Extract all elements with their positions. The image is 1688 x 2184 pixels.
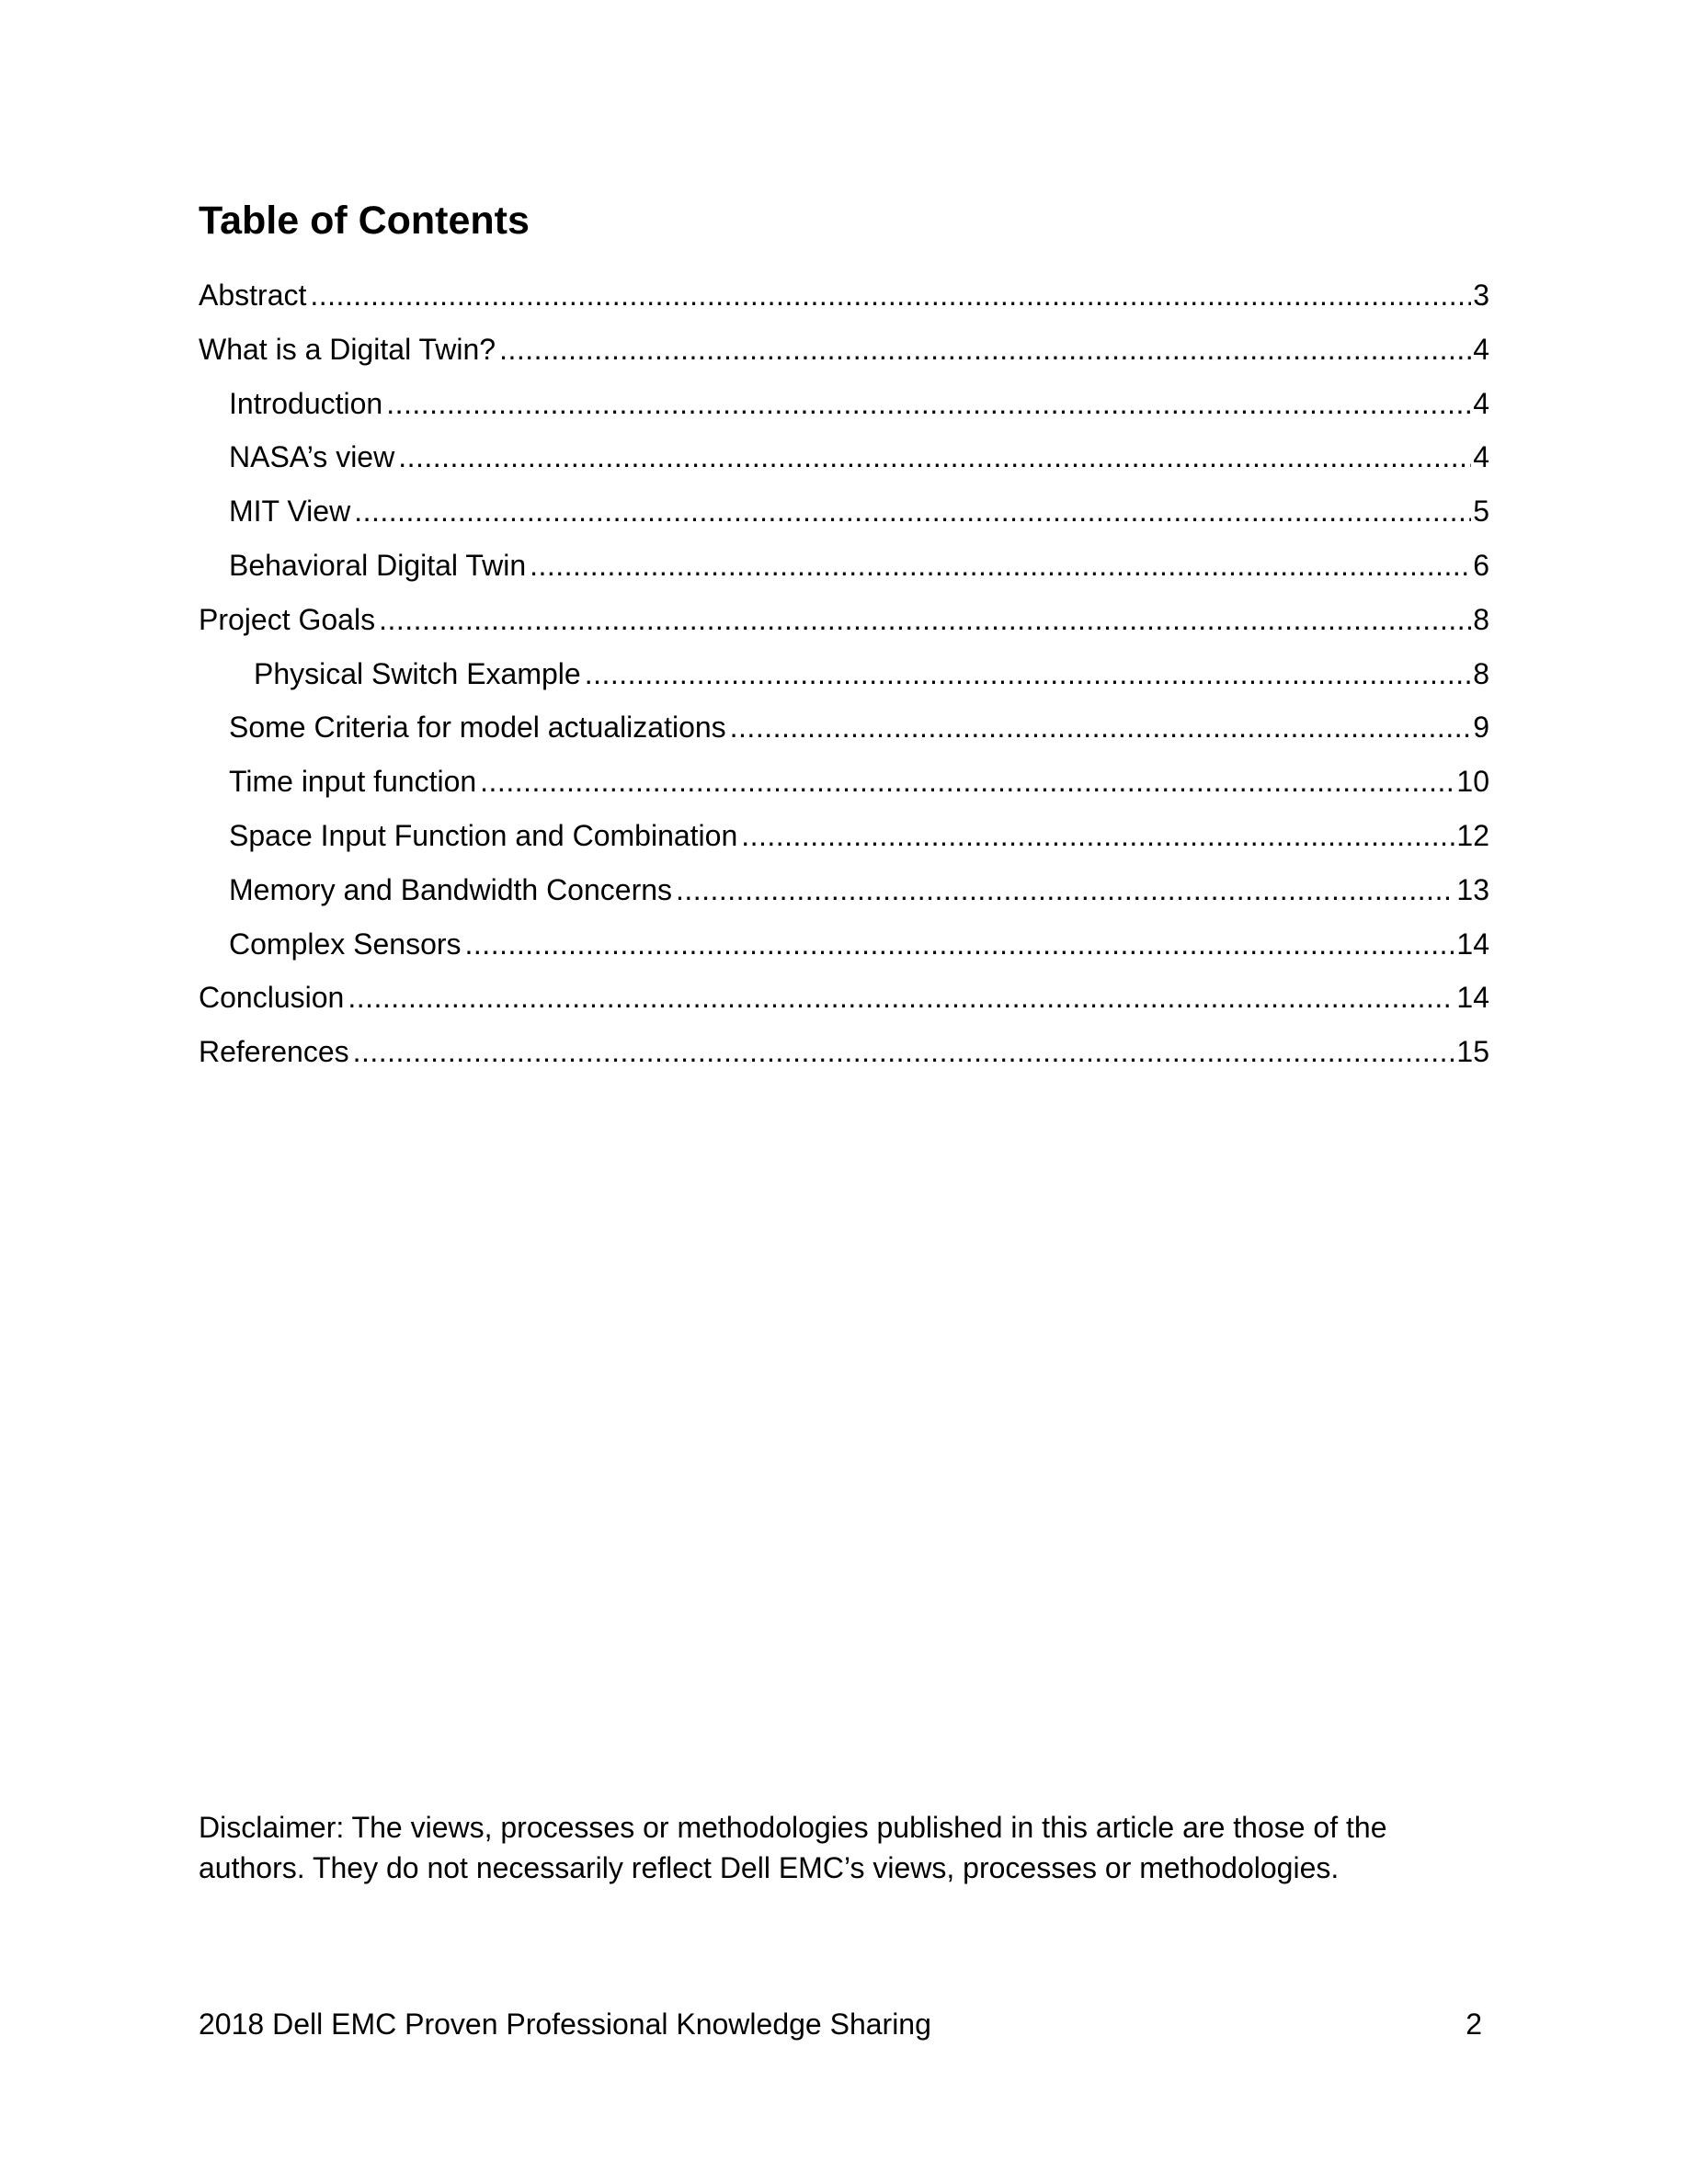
toc-leader-dots [310,268,1471,323]
toc-entry-label: NASA’s view [229,440,395,474]
toc-leader-dots [741,809,1454,863]
toc-leader-dots [499,323,1471,377]
toc-entry-page: 4 [1473,332,1489,366]
toc-entry-project-goals[interactable] [199,593,1489,647]
toc-leader-dots [398,430,1471,484]
disclaimer-text: Disclaimer: The views, processes or methodologies published in this article are those of the authors. They do not necessarily reflect Dell EMC’s views, processes or methodologies. [199,1811,1387,1884]
toc-leader-dots [353,1025,1455,1079]
toc-entry-page: 5 [1473,495,1489,529]
toc-entry-page: 9 [1473,711,1489,745]
toc-entry-page: 10 [1456,765,1489,799]
toc-entry-label: Conclusion [199,981,345,1015]
toc-entry-label: Memory and Bandwidth Concerns [229,872,673,906]
toc-entry-what-is-a-digital-twin[interactable] [199,323,1489,377]
toc-leader-dots [676,863,1454,917]
toc-entry-space-input-function-and-combination[interactable] [199,809,1489,863]
toc-leader-dots [730,700,1472,755]
toc-entry-page: 14 [1456,927,1489,961]
toc-entry-page: 3 [1473,279,1489,312]
toc-leader-dots [585,647,1472,701]
toc-entry-page: 13 [1456,872,1489,906]
toc-entry-page: 8 [1473,602,1489,636]
toc-entry-time-input-function[interactable] [199,755,1489,809]
toc-leader-dots [379,593,1471,647]
toc-entry-complex-sensors[interactable] [199,917,1489,972]
toc-entry-memory-and-bandwidth-concerns[interactable] [199,863,1489,917]
toc-entry-behavioral-digital-twin[interactable] [199,539,1489,593]
toc-entry-label: What is a Digital Twin? [199,332,496,366]
toc-leader-dots [465,917,1455,972]
toc-entry-physical-switch-example[interactable] [199,647,1489,701]
toc-leader-dots [348,971,1454,1025]
toc-entry-introduction[interactable] [199,377,1489,431]
toc-entry-mit-view[interactable] [199,484,1489,539]
toc-entry-references[interactable] [199,1025,1489,1079]
toc-entry-label: Space Input Function and Combination [229,818,738,852]
toc-entry-label: Physical Switch Example [254,656,581,690]
toc-leader-dots [530,539,1471,593]
footer-page-number: 2 [1466,2008,1482,2041]
toc-entry-label: MIT View [229,495,351,529]
toc-entry-page: 4 [1473,386,1489,420]
toc-entry-label: Complex Sensors [229,927,462,961]
toc-entry-page: 14 [1456,981,1489,1015]
toc-entry-page: 12 [1456,818,1489,852]
toc-entry-abstract[interactable] [199,268,1489,323]
toc-entry-label: Some Criteria for model actualizations [229,711,726,745]
toc-entry-page: 15 [1456,1035,1489,1069]
toc-entry-page: 8 [1473,656,1489,690]
toc-leader-dots [386,377,1471,431]
toc-entry-page: 4 [1473,440,1489,474]
toc-entry-nasas-view[interactable] [199,430,1489,484]
toc-entry-page: 6 [1473,548,1489,582]
toc-entry-conclusion[interactable] [199,971,1489,1025]
toc-leader-dots [354,484,1471,539]
toc-entry-label: Abstract [199,279,307,312]
toc-entry-label: Project Goals [199,602,376,636]
toc-entry-label: Introduction [229,386,383,420]
toc-list [199,268,1489,1079]
footer-title: 2018 Dell EMC Proven Professional Knowledge Sharing [199,2008,931,2041]
toc-title: Table of Contents [199,199,530,243]
toc-entry-some-criteria-for-model-actualizations[interactable] [199,700,1489,755]
toc-entry-label: References [199,1035,349,1069]
toc-entry-label: Time input function [229,765,477,799]
toc-entry-label: Behavioral Digital Twin [229,548,527,582]
toc-leader-dots [480,755,1454,809]
